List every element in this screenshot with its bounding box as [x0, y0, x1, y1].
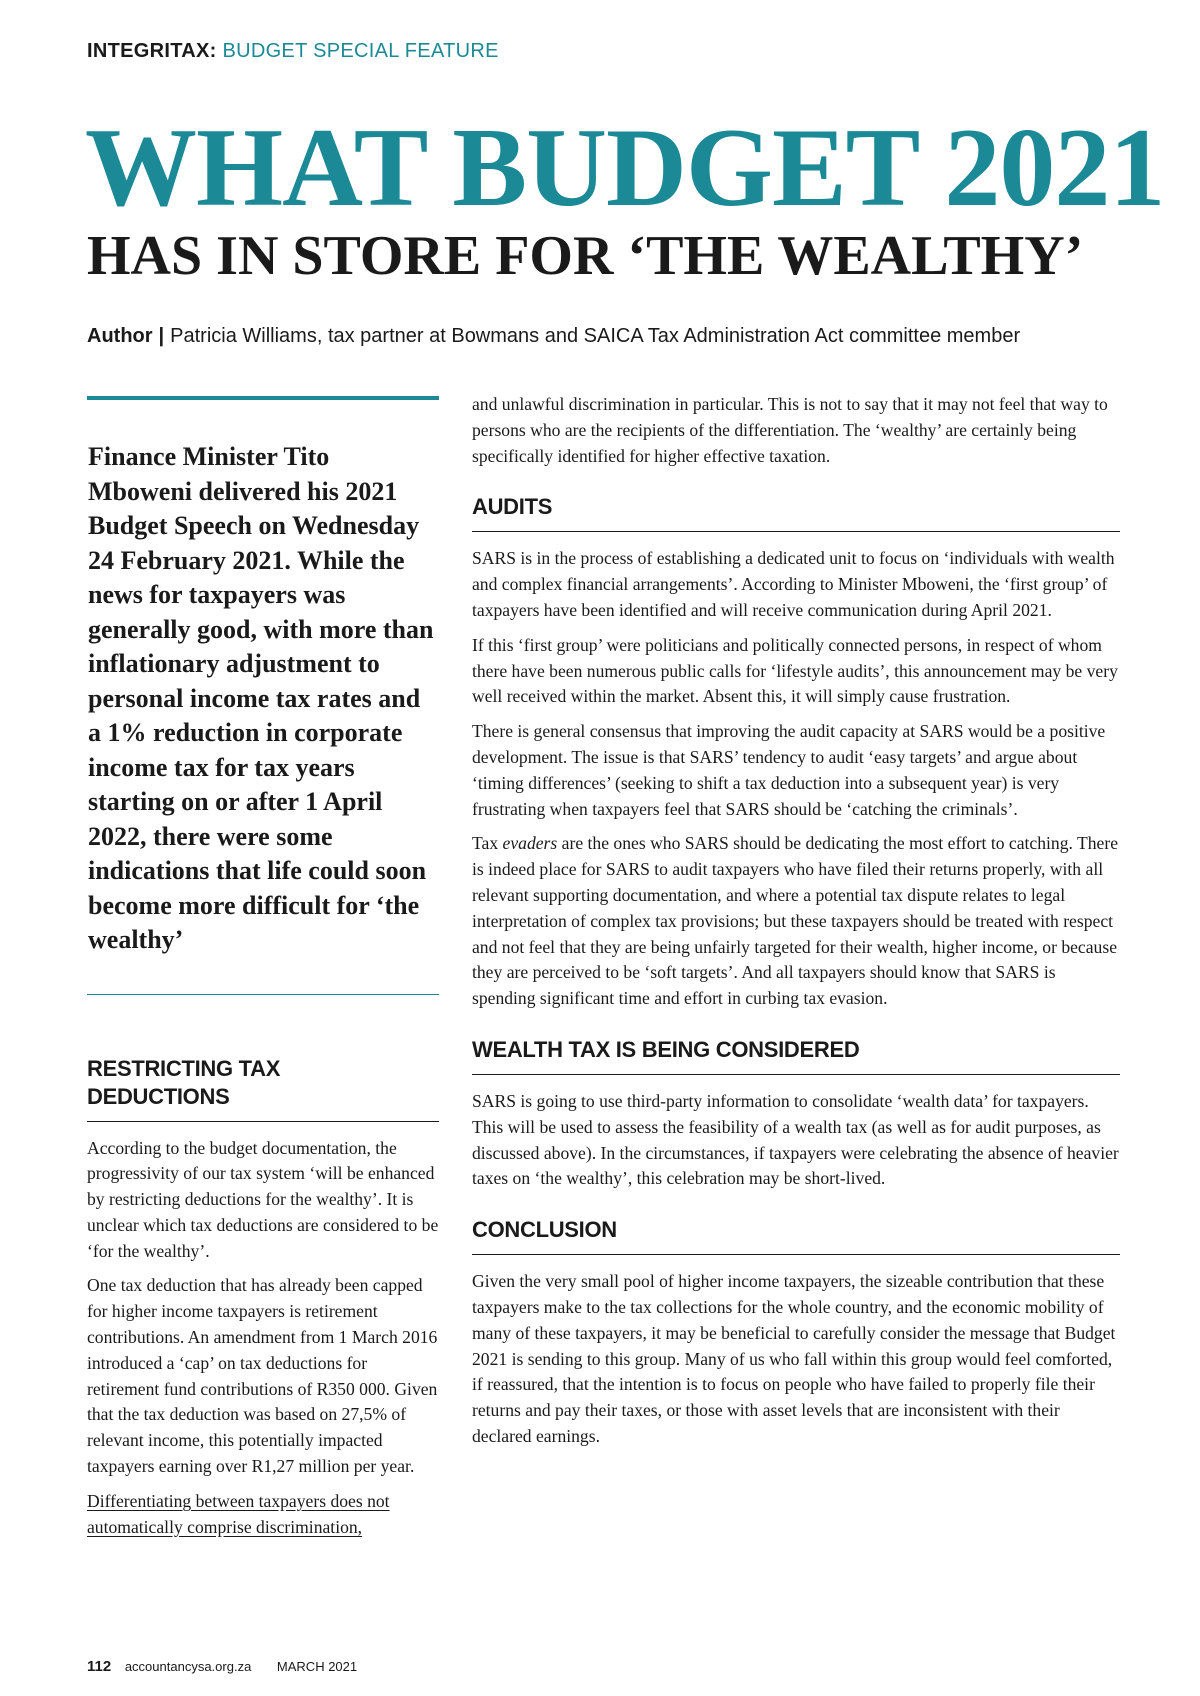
byline-author: Patricia Williams, tax partner at Bowmans and SAICA Tax Administration Act committee member: [170, 325, 1021, 347]
footer-date: MARCH 2021: [276, 1659, 358, 1674]
heading-rule: [472, 1254, 1120, 1255]
paragraph: There is general consensus that improving the audit capacity at SARS would be a positive development. The issue is that SARS’ tendency to audit ‘easy targets’ and argue about ‘timing differences’ (seeking to shift a tax deduction into a subsequent year) is very frustrating when taxpayers feel that SARS should be ‘catching the criminals’.: [472, 721, 1106, 819]
text-run: are the ones who SARS should be dedicating the most effort to catching. There is indeed place for SARS to audit taxpayers who have filed their returns properly, with all relevant supporting documentation, and where a potential tax dispute relates to legal interpretation of complex tax provisions; but these taxpayers should be treated with respect and not feel that they are being unfairly targeted for their wealth, higher income, or because they are perceived to be ‘soft targets’. And all taxpayers should know that SARS is spending significant time and effort in curbing tax evasion.: [472, 833, 1119, 1009]
page-number: 112: [87, 1658, 112, 1675]
headline: WHAT BUDGET 2021: [85, 106, 1165, 230]
text-run: Tax: [472, 833, 503, 854]
paragraph-evaders: [472, 831, 1120, 1012]
continuation-paragraph: and unlawful discrimination in particular. This is not to say that it may not feel that way to persons who are the recipients of the differentiation. The ‘wealthy’ are certainly being specifically identified for higher effective taxation.: [472, 394, 1108, 466]
heading-line-2: DEDUCTIONS: [87, 1083, 230, 1109]
kicker-brand: INTEGRITAX:: [87, 40, 217, 62]
heading-rule: [87, 1121, 439, 1122]
paragraph: Differentiating between taxpayers does not automatically comprise discrimination,: [87, 1490, 390, 1537]
section-restricting: [87, 1055, 439, 1541]
subheadline: HAS IN STORE FOR ‘THE WEALTHY’: [87, 225, 1084, 287]
paragraph: SARS is in the process of establishing a dedicated unit to focus on ‘individuals with wealth and complex financial arrangements’. According to Minister Mboweni, the ‘first group’ of taxpayers have been identified and will receive communication during April 2021.: [472, 548, 1115, 620]
section-wealth-tax: [472, 1036, 1120, 1192]
section-audits: [472, 493, 1120, 1012]
right-column: [472, 392, 1120, 1459]
section-heading-restricting: [87, 1055, 439, 1111]
heading-rule: [472, 531, 1120, 532]
section-conclusion: [472, 1216, 1120, 1450]
byline-label: Author: [87, 325, 153, 347]
paragraph: SARS is going to use third-party information to consolidate ‘wealth data’ for taxpayers. This will be used to assess the feasibility of a wealth tax (as well as for audit purposes, as discussed above). In the circumstances, if taxpayers were celebrating the absence of heavier taxes on ‘the wealthy’, this celebration may be short-lived.: [472, 1090, 1119, 1189]
heading-rule: [472, 1074, 1120, 1075]
page-footer: [87, 1658, 357, 1675]
paragraph: One tax deduction that has already been capped for higher income taxpayers is retirement contributions. An amendment from 1 March 2016 introduced a ‘cap’ on tax deductions for retirement fund contributions of R350 000. Given that the tax deduction was based on 27,5% of relevant income, this potentially impacted taxpayers earning over R1,27 million per year.: [87, 1275, 438, 1477]
paragraph: If this ‘first group’ were politicians and politically connected persons, in respect of whom there have been numerous public calls for ‘lifestyle audits’, this announcement may be very well received within the market. Absent this, it will simply cause frustration.: [472, 634, 1118, 707]
paragraph: According to the budget documentation, the progressivity of our tax system ‘will be enhanced by restricting deductions for the wealthy’. It is unclear which tax deductions are considered to be ‘for the wealthy’.: [87, 1137, 439, 1261]
emphasis-evaders: evaders: [502, 833, 558, 854]
heading-line-1: RESTRICTING TAX: [87, 1055, 281, 1081]
section-heading-audits: AUDITS: [472, 494, 553, 520]
footer-site: accountancysa.org.za: [124, 1659, 252, 1674]
section-heading-conclusion: CONCLUSION: [472, 1217, 617, 1243]
lead-bottom-rule: [87, 994, 439, 995]
byline: [87, 325, 1020, 348]
paragraph: Given the very small pool of higher income taxpayers, the sizeable contribution that these taxpayers make to the tax collections for the whole country, and the economic mobility of many of these taxpayers, it may be beneficial to carefully consider the message that Budget 2021 is sending to this group. Many of us who fall within this group would feel comforted, if reassured, that the intention is to focus on people who have failed to properly file their returns and pay their taxes, or those with asset levels that are inconsistent with their declared earnings.: [472, 1271, 1116, 1446]
section-kicker: [87, 40, 499, 63]
left-column: [87, 396, 439, 1549]
lead-top-rule: [87, 396, 439, 400]
section-heading-wealth-tax: WEALTH TAX IS BEING CONSIDERED: [472, 1036, 860, 1062]
lead-paragraph: Finance Minister Tito Mboweni delivered his 2021 Budget Speech on Wednesday 24 February 2021. While the news for taxpayers was generally good, with more than inflationary adjustment to personal income tax rates and a 1% reduction in corporate income tax for tax years starting on or after 1 April 2022, there were some indications that life could soon become more difficult for ‘the wealthy’: [88, 442, 434, 954]
kicker-section: BUDGET SPECIAL FEATURE: [222, 40, 499, 62]
byline-separator: |: [158, 325, 165, 347]
